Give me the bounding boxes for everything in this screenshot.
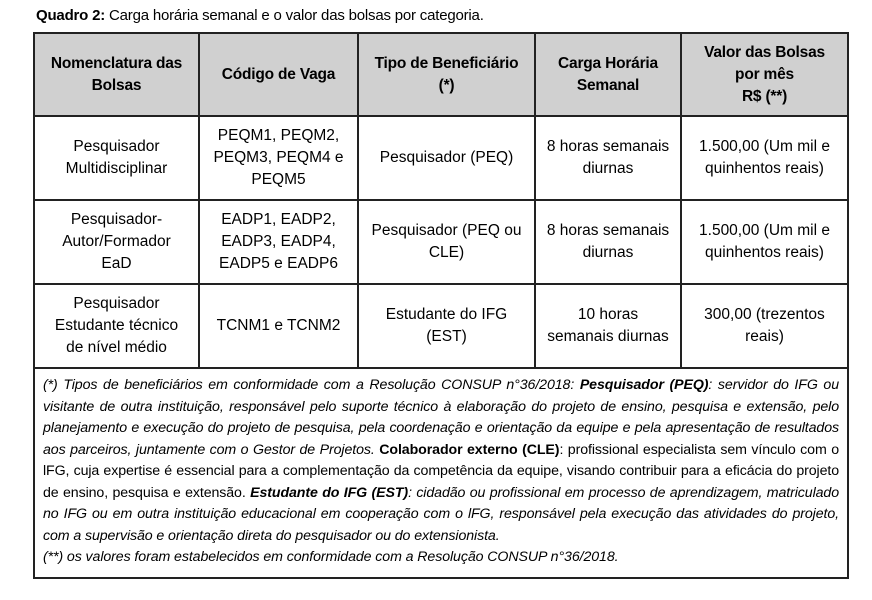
header-tipo: Tipo de Beneficiário (*)	[358, 33, 535, 116]
cell-valor: 300,00 (trezentos reais)	[681, 284, 848, 368]
caption-label: Quadro 2:	[36, 7, 106, 24]
cell-nomenclatura: Pesquisador Multidisciplinar	[34, 116, 199, 200]
header-carga: Carga Horária Semanal	[535, 33, 681, 116]
cell-tipo: Estudante do IFG (EST)	[358, 284, 535, 368]
cell-codigo: EADP1, EADP2, EADP3, EADP4, EADP5 e EADP6	[199, 200, 358, 284]
header-row	[34, 33, 848, 116]
caption-text: Carga horária semanal e o valor das bolsas por categoria.	[105, 7, 484, 24]
cell-valor: 1.500,00 (Um mil e quinhentos reais)	[681, 116, 848, 200]
footnote-row	[34, 368, 848, 578]
cell-carga: 10 horas semanais diurnas	[535, 284, 681, 368]
peq-label: Pesquisador (PEQ)	[579, 377, 709, 393]
header-nomenclatura: Nomenclatura das Bolsas	[34, 33, 199, 116]
est-definition: : cidadão ou profissional em processo de aprendizagem, matriculado no IFG ou em outra instituição educacional em cooperação com o lFG, responsável pela execução das atividades do projeto, com a supervisão e orientação direta do pesquisador ou do extensionista.	[43, 484, 839, 544]
cell-carga: 8 horas semanais diurnas	[535, 200, 681, 284]
note1-intro: (*) Tipos de beneficiários em conformidade com a Resolução CONSUP n°36/2018:	[43, 377, 580, 393]
cell-nomenclatura: Pesquisador- Autor/Formador EaD	[34, 200, 199, 284]
header-valor: Valor das Bolsas por mês R$ (**)	[681, 33, 848, 116]
est-label: Estudante do IFG (EST)	[250, 484, 409, 501]
cell-nomenclatura: Pesquisador Estudante técnico de nível médio	[34, 284, 199, 368]
cle-label: Colaborador externo (CLE)	[379, 441, 560, 458]
header-codigo: Código de Vaga	[199, 33, 358, 116]
cell-codigo: PEQM1, PEQM2, PEQM3, PEQM4 e PEQM5	[199, 116, 358, 200]
footnotes-cell	[34, 368, 848, 578]
cell-valor: 1.500,00 (Um mil e quinhentos reais)	[681, 200, 848, 284]
table-row	[34, 200, 848, 284]
scholarship-table	[33, 32, 849, 579]
table-row	[34, 116, 848, 200]
cell-carga: 8 horas semanais diurnas	[535, 116, 681, 200]
cell-tipo: Pesquisador (PEQ ou CLE)	[358, 200, 535, 284]
table-caption	[36, 7, 484, 24]
note2: (**) os valores foram estabelecidos em conformidade com a Resolução CONSUP n°36/2018.	[43, 549, 619, 565]
cle-definition: : profissional especialista sem vínculo com o lFG, cuja expertise é essencial para a complementação da competência da equipe, visando contribuir para a eficácia do projeto de ensino, pesquisa e extensão.	[43, 441, 839, 501]
cell-codigo: TCNM1 e TCNM2	[199, 284, 358, 368]
cell-tipo: Pesquisador (PEQ)	[358, 116, 535, 200]
peq-definition: : servidor do IFG ou visitante de outra instituição, responsável pelo suporte técnico à elaboração do projeto de ensino, pesquisa e extensão, pelo planejamento e execução do projeto de pesquisa, pela coordenação e orientação da equipe e pela apresentação de resultados aos parceiros, juntamente com o Gestor de Projetos.	[43, 377, 839, 458]
table-row	[34, 284, 848, 368]
